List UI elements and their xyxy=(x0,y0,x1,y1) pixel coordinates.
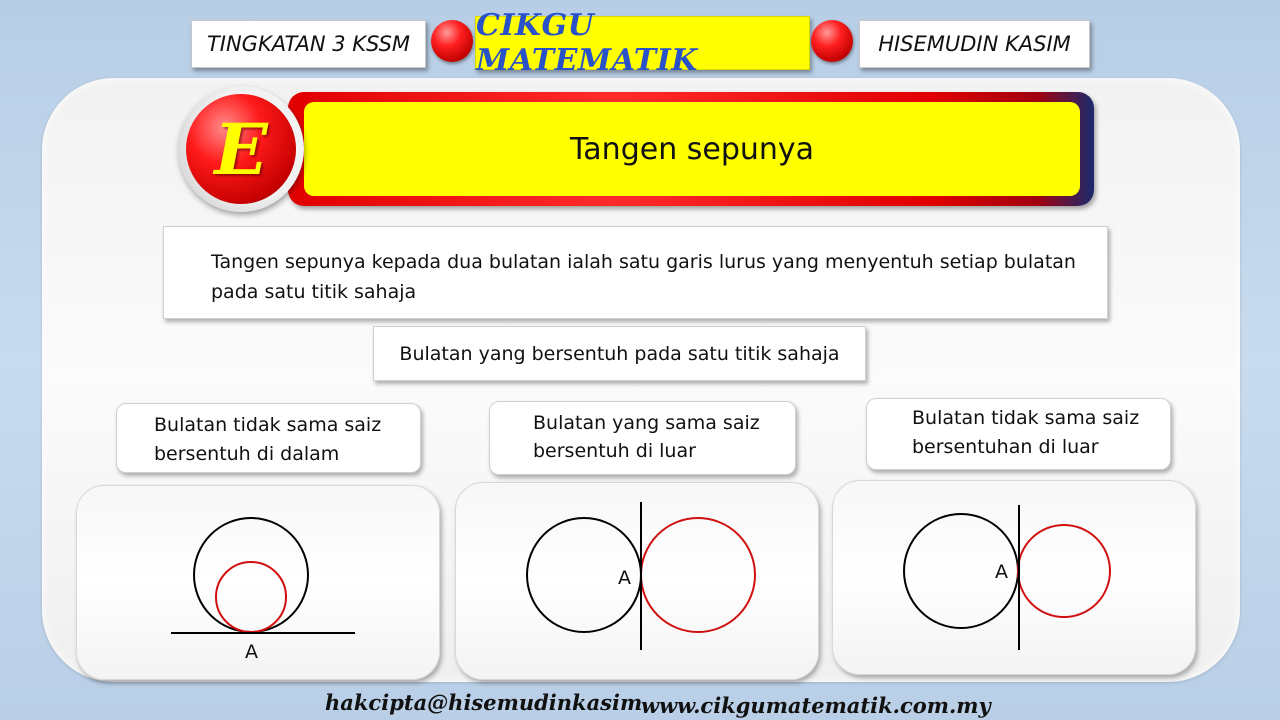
header-author-label: HISEMUDIN KASIM xyxy=(859,20,1090,68)
case-label-equal-external xyxy=(489,401,796,475)
case-label-line1: Bulatan tidak sama saiz xyxy=(154,414,382,436)
section-badge-letter: E xyxy=(186,94,296,204)
diagram-card-unequal-external xyxy=(832,480,1196,675)
case-label-internal xyxy=(116,403,421,473)
point-label-a: A xyxy=(995,561,1008,583)
red-ball-icon xyxy=(431,20,473,62)
definition-text: Tangen sepunya kepada dua bulatan ialah satu garis lurus yang menyentuh setiap bulatan pada satu titik sahaja xyxy=(211,251,1076,303)
case-label-line2: bersentuhan di luar xyxy=(912,436,1099,458)
section-title: Tangen sepunya xyxy=(304,102,1080,196)
point-label-a: A xyxy=(618,567,631,589)
case-label-line2: bersentuh di dalam xyxy=(154,443,340,465)
definition-card xyxy=(163,226,1108,319)
case-label-unequal-external xyxy=(866,398,1171,470)
touching-heading: Bulatan yang bersentuh pada satu titik sahaja xyxy=(373,326,866,381)
case-label-line1: Bulatan tidak sama saiz xyxy=(912,407,1140,429)
footer-copyright: hakcipta@hisemudinkasim xyxy=(325,690,643,715)
case-label-line1: Bulatan yang sama saiz xyxy=(533,412,760,434)
diagram-card-internal xyxy=(76,485,440,680)
diagram-card-equal-external xyxy=(455,482,819,680)
point-label-a: A xyxy=(245,641,258,663)
header-form-label: TINGKATAN 3 KSSM xyxy=(191,20,426,68)
footer-website[interactable]: www.cikgumatematik.com.my xyxy=(641,693,991,718)
red-ball-icon xyxy=(811,20,853,62)
case-label-line2: bersentuh di luar xyxy=(533,440,696,462)
header-title: CIKGU MATEMATIK xyxy=(475,16,810,70)
